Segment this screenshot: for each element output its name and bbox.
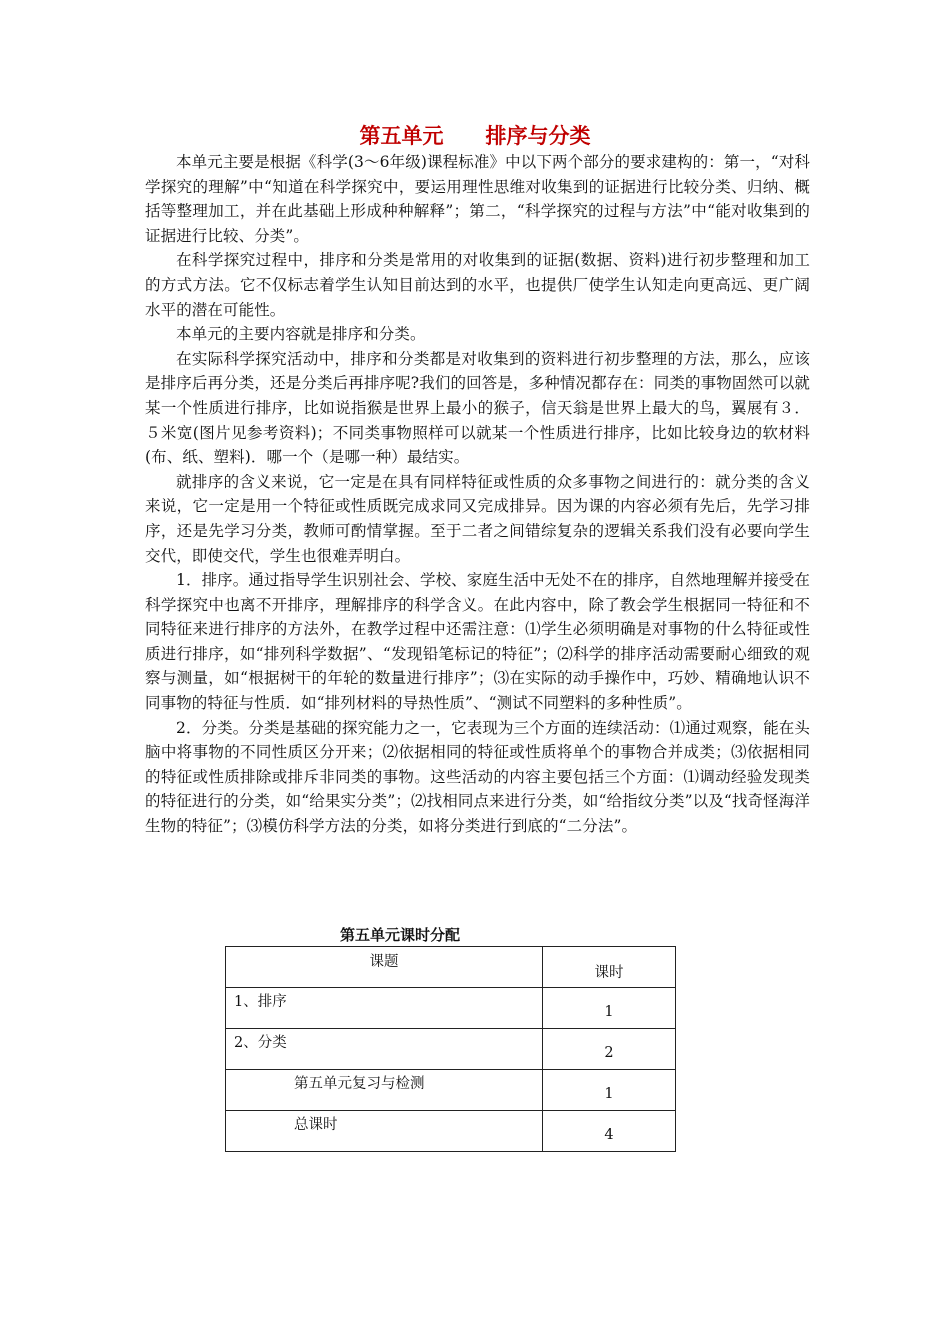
header-topic: 课题 [226, 947, 543, 988]
unit-title: 第五单元 排序与分类 [359, 124, 591, 148]
topic-cell: 第五单元复习与检测 [226, 1070, 543, 1111]
hours-cell: 1 [543, 1070, 676, 1111]
hours-cell: 1 [543, 988, 676, 1029]
paragraph: 在科学探究过程中，排序和分类是常用的对收集到的证据(数据、资料)进行初步整理和加工的方式方法。它不仅标志着学生认知目前达到的水平，也提供厂使学生认知走向更高远、更广阔水平的潜在可能性。 [145, 251, 810, 319]
paragraph: 本单元主要是根据《科学(3～6年级)课程标准》中以下两个部分的要求建构的：第一，“对科学探究的理解”中“知道在科学探究中，要运用理性思维对收集到的证据进行比较分类、归纳、概括等整理加工，并在此基础上形成种种解释”；第二，“科学探究的过程与方法”中“能对收集到的证据进行比较、分类”。 [145, 153, 810, 245]
paragraph: 本单元的主要内容就是排序和分类。 [176, 325, 426, 344]
hours-cell: 4 [543, 1111, 676, 1152]
table-row [226, 1070, 676, 1111]
table-row [226, 988, 676, 1029]
table-caption: 第五单元课时分配 [339, 926, 460, 944]
topic-cell: 1、排序 [226, 988, 543, 1029]
paragraph: 1．排序。通过指导学生识别社会、学校、家庭生活中无处不在的排序，自然地理解并接受在科学探究中也离不开排序，理解排序的科学含义。在此内容中，除了教会学生根据同一特征和不同特征来进行排序的方法外，在教学过程中还需注意：⑴学生必须明确是对事物的什么特征或性质进行排序，如“排列科学数据”、“发现铅笔标记的特征”；⑵科学的排序活动需要耐心细致的观察与测量，如“根据树干的年轮的数量进行排序”；⑶在实际的动手操作中，巧妙、精确地认识不同事物的特征与性质．如“排列材料的导热性质”、“测试不同塑料的多种性质”。 [145, 571, 810, 713]
paragraph: 2．分类。分类是基础的探究能力之一，它表现为三个方面的连续活动：⑴通过观察，能在头脑中将事物的不同性质区分开来；⑵依据相同的特征或性质将单个的事物合并成类；⑶依据相同的特征或性质排除或排斥非同类的事物。这些活动的内容主要包括三个方面：⑴调动经验发现类的特征进行的分类，如“给果实分类”；⑵找相同点来进行分类，如“给指纹分类”以及“找奇怪海洋生物的特征”；⑶模仿科学方法的分类，如将分类进行到底的“二分法”。 [145, 718, 810, 836]
hours-cell: 2 [543, 1029, 676, 1070]
paragraph: 在实际科学探究活动中，排序和分类都是对收集到的资料进行初步整理的方法，那么，应该是排序后再分类，还是分类后再排序呢?我们的回答是，多种情况都存在：同类的事物固然可以就某一个性质进行排序，比如说指猴是世界上最小的猴子，信天翁是世界上最大的鸟，翼展有３．５米宽(图片见参考资料)；不同类事物照样可以就某一个性质进行排序，比如比较身边的软材料(布、纸、塑料)．哪一个（是哪一种）最结实。 [145, 349, 810, 467]
paragraph: 就排序的含义来说，它一定是在具有同样特征或性质的众多事物之间进行的：就分类的含义来说，它一定是用一个特征或性质既完成求同又完成排异。因为课的内容必须有先后，先学习排序，还是先学习分类，教师可酌情掌握。至于二者之间错综复杂的逻辑关系我们没有必要向学生交代，即使交代，学生也很难弄明白。 [145, 472, 810, 565]
table-row [226, 1029, 676, 1070]
schedule-table [225, 946, 676, 1152]
body-text [145, 150, 810, 839]
table-header-row [226, 947, 676, 988]
header-hours: 课时 [543, 947, 676, 988]
topic-cell: 2、分类 [226, 1029, 543, 1070]
table-row [226, 1111, 676, 1152]
topic-cell: 总课时 [226, 1111, 543, 1152]
